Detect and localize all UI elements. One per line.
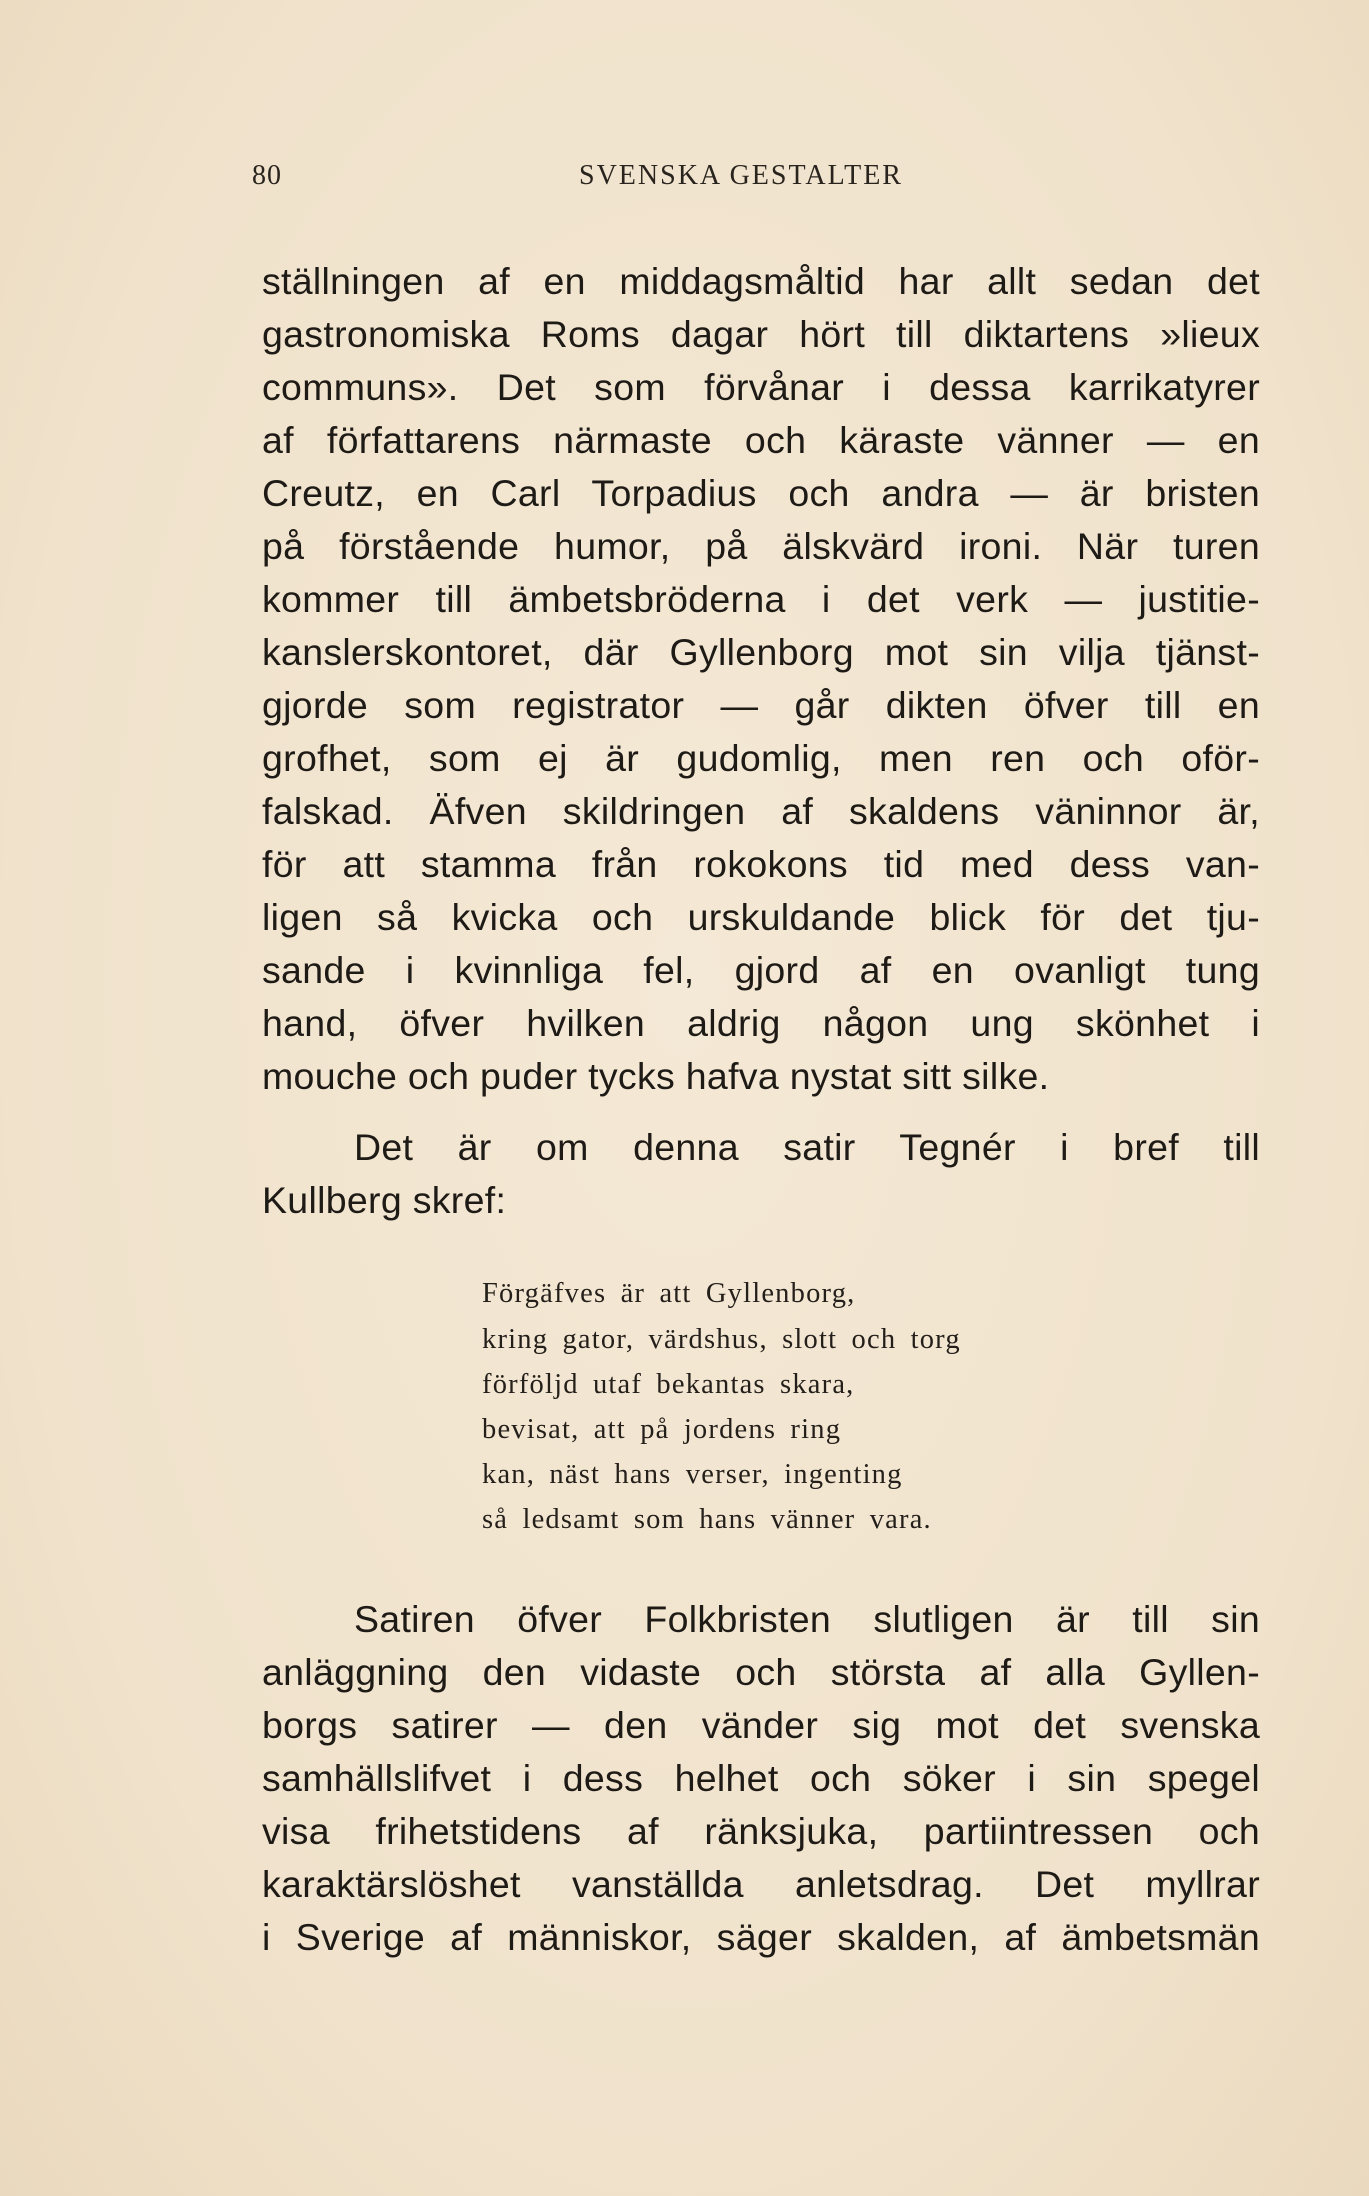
text-line: kanslerskontoret, där Gyllenborg mot sin vilja tjänst- bbox=[262, 631, 1260, 673]
text-line: hand, öfver hvilken aldrig någon ung skönhet i bbox=[262, 1002, 1260, 1044]
text-line: mouche och puder tycks hafva nystat sitt silke. bbox=[262, 1055, 1050, 1097]
text-line: communs». Det som förvånar i dessa karrikatyrer bbox=[262, 366, 1260, 408]
poem-line: Förgäfves är att Gyllenborg, bbox=[482, 1278, 856, 1309]
text-line: visa frihetstidens af ränksjuka, partiintressen och bbox=[262, 1810, 1260, 1852]
poem-line: kan, näst hans verser, ingenting bbox=[482, 1459, 903, 1490]
text-line: anläggning den vidaste och största af alla Gyllen- bbox=[262, 1651, 1260, 1693]
poem-line: kring gator, värdshus, slott och torg bbox=[482, 1324, 961, 1355]
text-line: gastronomiska Roms dagar hört till diktartens »lieux bbox=[262, 313, 1260, 355]
text-line: borgs satirer — den vänder sig mot det svenska bbox=[262, 1704, 1260, 1746]
text-line: Satiren öfver Folkbristen slutligen är till sin bbox=[354, 1598, 1260, 1640]
text-line: Creutz, en Carl Torpadius och andra — är bristen bbox=[262, 472, 1260, 514]
page-number: 80 bbox=[252, 160, 282, 191]
running-head bbox=[252, 160, 1240, 200]
text-line: ställningen af en middagsmåltid har allt sedan det bbox=[262, 260, 1260, 302]
running-head-title: SVENSKA GESTALTER bbox=[579, 160, 903, 191]
text-line: kommer till ämbetsbröderna i det verk — justitie- bbox=[262, 578, 1260, 620]
poem-line: förföljd utaf bekantas skara, bbox=[482, 1369, 855, 1400]
text-line: sande i kvinnliga fel, gjord af en ovanligt tung bbox=[262, 949, 1260, 991]
poem-line: bevisat, att på jordens ring bbox=[482, 1414, 842, 1445]
text-line: i Sverige af människor, säger skalden, af ämbetsmän bbox=[262, 1916, 1260, 1958]
text-line: på förstående humor, på älskvärd ironi. När turen bbox=[262, 525, 1260, 567]
text-line: af författarens närmaste och käraste vänner — en bbox=[262, 419, 1260, 461]
text-line: Kullberg skref: bbox=[262, 1179, 507, 1221]
text-line: grofhet, som ej är gudomlig, men ren och oför- bbox=[262, 737, 1260, 779]
text-line: Det är om denna satir Tegnér i bref till bbox=[354, 1126, 1260, 1168]
text-line: falskad. Äfven skildringen af skaldens väninnor är, bbox=[262, 790, 1260, 832]
text-line: ligen så kvicka och urskuldande blick för det tju- bbox=[262, 896, 1260, 938]
poem-line: så ledsamt som hans vänner vara. bbox=[482, 1504, 932, 1535]
text-line: gjorde som registrator — går dikten öfver till en bbox=[262, 684, 1260, 726]
text-line: för att stamma från rokokons tid med dess van- bbox=[262, 843, 1260, 885]
text-line: karaktärslöshet vanställda anletsdrag. Det myllrar bbox=[262, 1863, 1260, 1905]
text-line: samhällslifvet i dess helhet och söker i sin spegel bbox=[262, 1757, 1260, 1799]
